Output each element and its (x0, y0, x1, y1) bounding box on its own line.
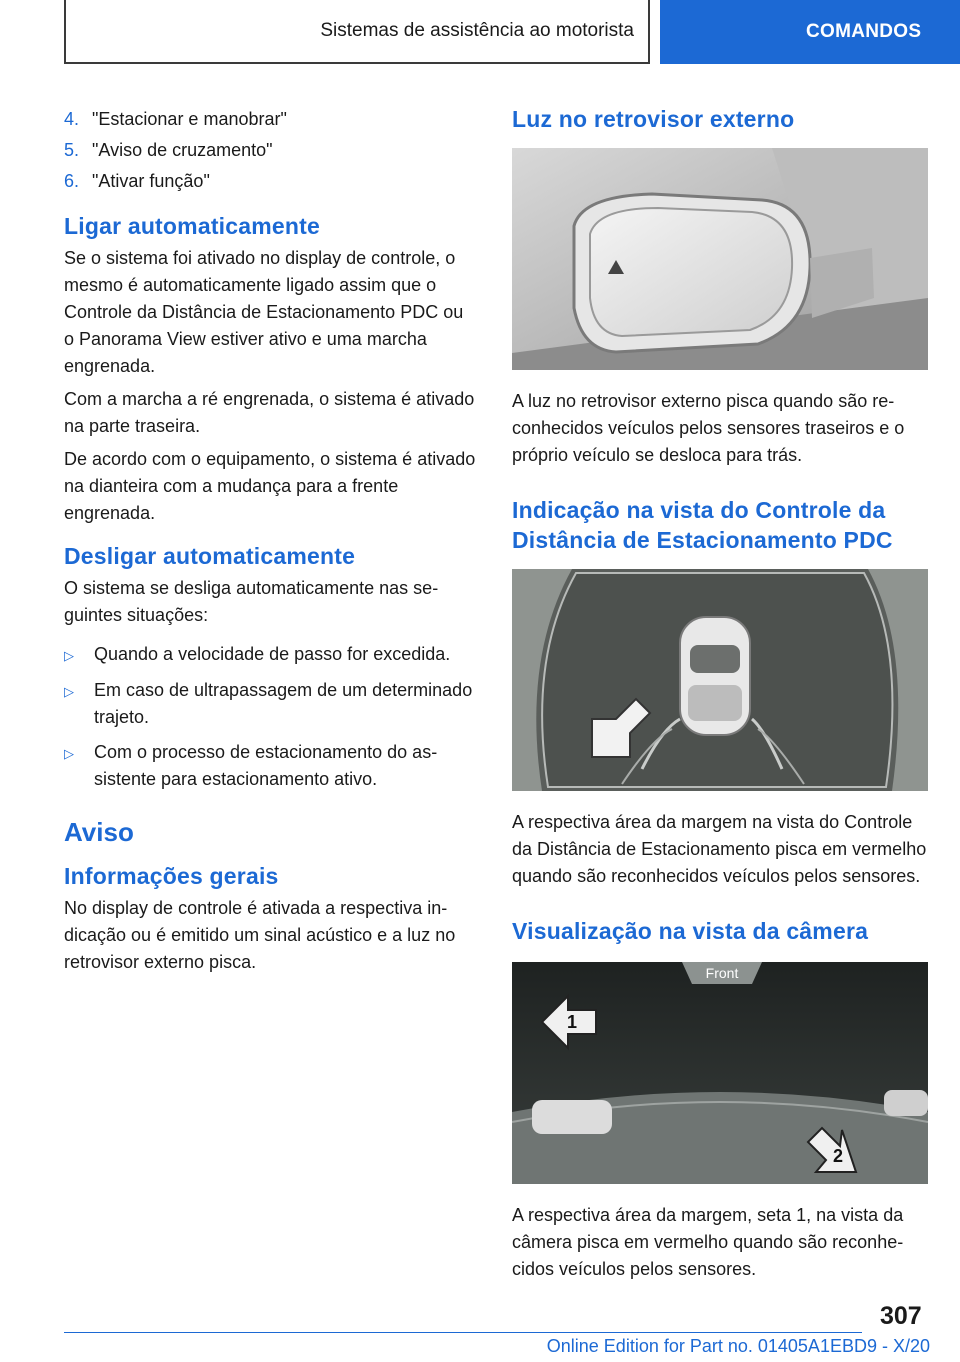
step-list (64, 104, 478, 197)
arrow-1-label: 1 (566, 1012, 578, 1032)
bullet-text: Com o processo de estacionamento do assistente para estacionamento ativo. (94, 742, 438, 789)
bullet-text: Quando a velocidade de passo for excedida. (94, 644, 451, 664)
step-text: "Ativar função" (92, 171, 210, 191)
camera-view-illustration (512, 962, 928, 1184)
pdc-heading: Indicação na vista do Controle da Distância de Estacionamento PDC (512, 497, 893, 553)
desligar-intro: O sistema se desliga automaticamente nas seguintes situações: (64, 578, 439, 625)
section-title: Sistemas de assistência ao motorista (320, 20, 634, 41)
left-column (64, 104, 478, 982)
step-number: 5. (64, 140, 80, 160)
info-paragraph: No display de controle é ativada a respectiva indicação ou é emitido um sinal acústico e a luz no retrovisor externo pisca. (64, 898, 456, 972)
front-label: Front (705, 965, 739, 981)
page-number: 307 (880, 1302, 922, 1330)
list-item (64, 739, 478, 793)
list-item (64, 166, 478, 197)
mirror-figure (512, 148, 928, 370)
pdc-view-illustration (512, 569, 928, 791)
desligar-heading: Desligar automaticamente (64, 543, 356, 569)
side-mirror-illustration (512, 148, 928, 370)
arrow-2-label: 2 (832, 1146, 844, 1166)
pdc-paragraph: A respectiva área da margem na vista do Controle da Distância de Estacionamento pisca em vermelho quando são reconhecidos veículos pelos sensores. (512, 812, 927, 886)
ligar-paragraph: Se o sistema foi ativado no display de controle, o mesmo é automaticamente ligado assim que o Controle da Distância de Estacionamento PDC ou o Panorama View estiver ativo e uma marcha engrenada. (64, 248, 464, 376)
camera-figure (512, 962, 928, 1184)
chapter-title: COMANDOS (806, 21, 922, 42)
footer-divider (64, 1332, 862, 1333)
right-column (512, 104, 928, 1289)
list-item (64, 641, 478, 669)
ligar-paragraph: Com a marcha a ré engrenada, o sistema é ativado na parte traseira. (64, 389, 475, 436)
ligar-paragraph: De acordo com o equipamento, o sistema é ativado na dianteira com a mudança para a frente engrenada. (64, 449, 476, 523)
camera-heading: Visualização na vista da câmera (512, 918, 869, 944)
list-item (64, 677, 478, 731)
bullet-text: Em caso de ultrapassagem de um determinado trajeto. (94, 680, 473, 727)
pdc-figure (512, 569, 928, 791)
list-item (64, 135, 478, 166)
list-item (64, 104, 478, 135)
chapter-tab (660, 0, 960, 64)
mirror-heading: Luz no retrovisor externo (512, 106, 795, 132)
triangle-bullet-icon: ▷ (64, 648, 74, 663)
aviso-heading: Aviso (64, 817, 134, 847)
mirror-paragraph: A luz no retrovisor externo pisca quando são reconhecidos veículos pelos sensores traseiros e o próprio veículo se desloca para trás. (512, 391, 905, 465)
info-heading: Informações gerais (64, 863, 279, 889)
running-header-section (64, 0, 650, 64)
step-text: "Estacionar e manobrar" (92, 109, 287, 129)
triangle-bullet-icon: ▷ (64, 684, 74, 699)
step-text: "Aviso de cruzamento" (92, 140, 273, 160)
ligar-heading: Ligar automaticamente (64, 213, 320, 239)
desligar-bullets (64, 641, 478, 793)
step-number: 6. (64, 171, 80, 191)
edition-footer: Online Edition for Part no. 01405A1EBD9 - X/20 (546, 1336, 930, 1356)
camera-paragraph: A respectiva área da margem, seta 1, na vista da câmera pisca em vermelho quando são reconhecidos veículos pelos sensores. (512, 1205, 904, 1279)
triangle-bullet-icon: ▷ (64, 746, 74, 761)
step-number: 4. (64, 109, 80, 129)
